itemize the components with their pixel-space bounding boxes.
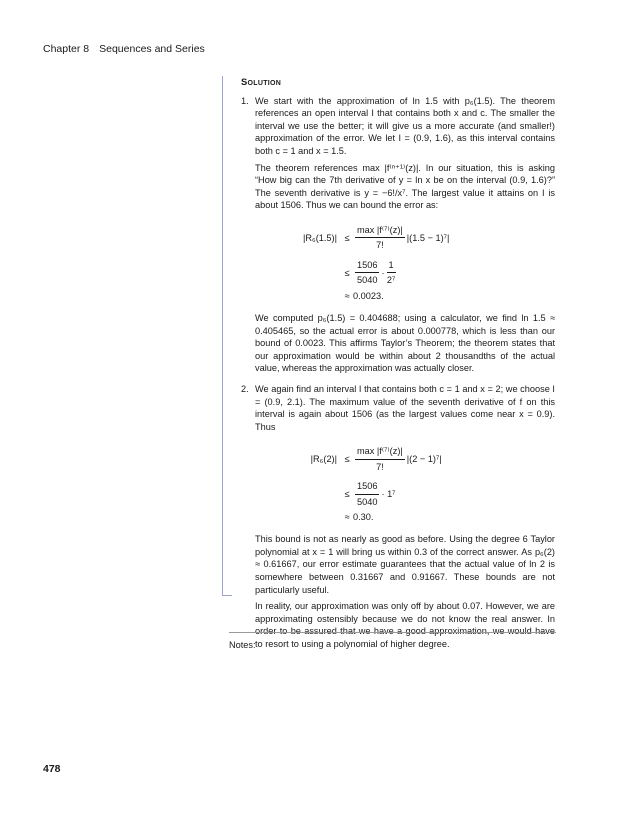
eq-relation: ≤: [344, 453, 350, 464]
paragraph: The theorem references max |f⁽ⁿ⁺¹⁾(z)|. In our situation, this is asking “How big can the 7th derivative of y = ln x be on the interval (0.9, 1.6)?” The seventh derivative is y = −6!/x⁷. The largest value it attains on I is about 1506. Thus we can bound the error as:: [255, 162, 555, 211]
eq-fraction: $\frac{1}{\text{2⁷}}$: [386, 259, 396, 286]
paragraph: We start with the approximation of ln 1.5 with p₆(1.5). The theorem references an open interval I that contains both x and c. The smaller the interval we use the better; it will give us a more accurate (and smaller!) approximation of the error. We let I = (0.9, 1.6), as this interval contains both c = 1 and x = 1.5.: [255, 95, 555, 156]
paragraph: In reality, our approximation was only off by about 0.07. However, we are approximating ostensibly because we do not know the real answer. In order to be assured that we have a good approximation, we would have to resort to using a polynomial of higher degree.: [255, 601, 555, 650]
eq-dot: ·: [381, 267, 385, 278]
sidebar-rule: [222, 76, 232, 596]
page-number: 478: [43, 763, 61, 775]
eq-fraction: $\frac{\text{max |f⁽⁷⁾(z)|}}{7!}$: [357, 224, 403, 251]
notes-divider: [229, 632, 556, 633]
eq-relation: ≤: [344, 267, 350, 278]
paragraph: This bound is not as nearly as good as before. Using the degree 6 Taylor polynomial at x = 1 will bring us within 0.3 of the correct answer. As p₆(2) ≈ 0.61667, our error estimate guarantees that the actual value of ln 2 is somewhere between 0.31667 and 0.91667. These bounds are not particularly useful.: [255, 534, 555, 595]
error-bound-equation-2: [255, 439, 555, 525]
item-number: 2.: [241, 383, 249, 394]
chapter-label: Chapter 8: [43, 43, 90, 55]
item-number: 1.: [241, 95, 249, 106]
paragraph: We again find an interval I that contains both c = 1 and x = 2; we choose I = (0.9, 2.1). The maximum value of the seventh derivative of f on this interval is again about 1506 (as the largest values come near x = 0.9). Thus: [255, 383, 555, 432]
eq-term: |(2 − 1)⁷|: [406, 453, 442, 464]
eq-fraction: $\frac{\text{max |f⁽⁷⁾(z)|}}{7!}$: [357, 446, 403, 472]
solution-heading: Solution: [241, 76, 282, 87]
eq-fraction: $\frac{1506}{5040}$: [357, 481, 378, 507]
error-bound-equation-1: [255, 218, 555, 304]
eq-relation: ≤: [344, 232, 350, 243]
eq-term: · 1⁷: [381, 488, 396, 499]
notes-label: Notes:: [229, 640, 256, 650]
eq-relation: ≈: [344, 511, 350, 522]
chapter-title: Sequences and Series: [99, 43, 205, 55]
solution-block: [233, 72, 555, 655]
eq-fraction: $\frac{1506}{5040}$: [357, 259, 378, 286]
running-head: [43, 43, 205, 55]
eq-term: |(1.5 − 1)⁷|: [406, 232, 450, 243]
paragraph: We computed p₆(1.5) = 0.404688; using a calculator, we find ln 1.5 ≈ 0.405465, so the actual error is about 0.000778, which is less than our bound of 0.0023. This affirms Taylor’s Theorem; the theorem states that our approximation would be within about 2 thousandths of the actual value, whereas the approximation was actually closer.: [255, 312, 555, 374]
eq-result: 0.30.: [353, 511, 374, 522]
eq-lhs: |R₆(1.5)|: [302, 232, 337, 243]
eq-result: 0.0023.: [353, 290, 384, 301]
solution-item-1: [233, 95, 555, 375]
solution-item-2: [233, 383, 555, 651]
eq-relation: ≤: [344, 488, 350, 499]
eq-lhs: |R₆(2)|: [310, 453, 337, 464]
eq-relation: ≈: [344, 290, 350, 301]
